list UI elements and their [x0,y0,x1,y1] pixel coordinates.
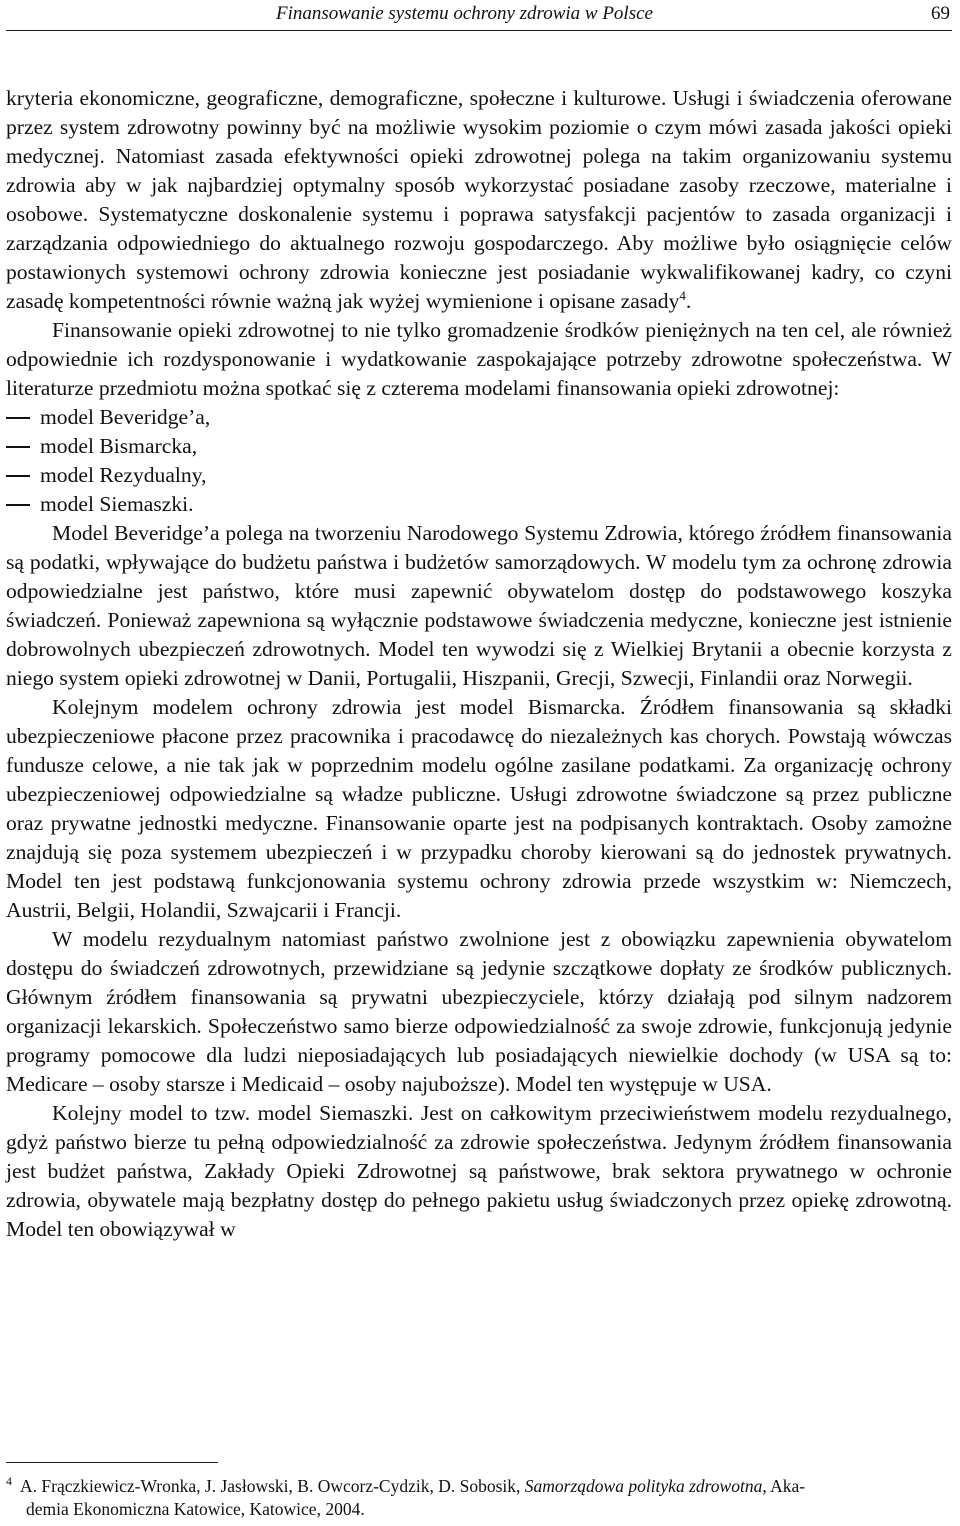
model-list [6,403,952,519]
paragraph-2: Finansowanie opieki zdrowotnej to nie tylko gromadzenie środków pieniężnych na ten cel, ale również odpowiednie ich rozdysponowanie i wydatkowanie zaspokajające potrzeby zdrowotne społeczeństwa. W literaturze przedmiotu można spotkać się z czterema modelami finansowania opieki zdrowotnej: [6,318,952,400]
list-item [6,461,952,490]
body-text [6,84,952,1244]
dash-bullet [6,417,30,419]
footnote [6,1475,952,1521]
list-item [6,490,952,519]
paragraph-1-end: . [685,289,692,313]
list-item-label: model Siemaszki. [40,492,194,516]
footnote-authors: A. Frączkiewicz-Wronka, J. Jasłowski, B. Owcorz-Cydzik, D. Sobosik, [20,1476,521,1496]
header-title: Finansowanie systemu ochrony zdrowia w Polsce [276,3,653,24]
list-item-label: model Bismarcka, [40,434,198,458]
footnote-line-1 [6,1475,952,1498]
paragraph-6: Kolejny model to tzw. model Siemaszki. Jest on całkowitym przeciwieństwem modelu rezydualnego, gdyż państwo bierze tu pełną odpowiedzialność za zdrowie społeczeństwa. Jedynym źródłem finansowania jest budżet państwa, Zakłady Opieki Zdrowotnej są państwowe, brak sektora prywatnego w ochronie zdrowia, obywatele mają bezpłatny dostęp do pełnego pakietu usług świadczonych przez opiekę zdrowotną. Model ten obowiązywał w [6,1101,952,1241]
footnote-number: 4 [6,1474,12,1488]
footnote-line-2: demia Ekonomiczna Katowice, Katowice, 2004. [26,1499,365,1519]
paragraph-3: Model Beveridge’a polega na tworzeniu Narodowego Systemu Zdrowia, którego źródłem finansowania są podatki, wpływające do budżetu państwa i budżetów samorządowych. W modelu tym za ochronę zdrowia odpowiedzialne jest państwo, które musi zapewnić obywatelom dostęp do podstawowego koszyka świadczeń. Ponieważ zapewniona są wyłącznie podstawowe świadczenia medyczne, konieczne jest istnienie dobrowolnych ubezpieczeń zdrowotnych. Model ten wywodzi się z Wielkiej Brytanii a obecnie korzysta z niego system opieki zdrowotnej w Danii, Portugalii, Hiszpanii, Grecji, Szwecji, Finlandii oraz Norwegii. [6,521,952,690]
footnote-reference: 4 [679,288,686,303]
dash-bullet [6,475,30,477]
paragraph-4: Kolejnym modelem ochrony zdrowia jest model Bismarcka. Źródłem finansowania są składki ubezpieczeniowe płacone przez pracownika i pracodawcę do niezależnych kas chorych. Powstają wówczas fundusze celowe, a nie tak jak w poprzednim modelu ogólne zasilane podatkami. Za organizację ochrony ubezpieczeniowej odpowiedzialne są władze publiczne. Usługi zdrowotne świadczone są przez publiczne oraz prywatne jednostki medyczne. Finansowanie oparte jest na podpisanych kontraktach. Osoby zamożne znajdują się poza systemem ubezpieczeń i w przypadku choroby kierowani są do jednostek prywatnych. Model ten jest podstawą funkcjonowania systemu ochrony zdrowia przede wszystkim w: Niemczech, Austrii, Belgii, Holandii, Szwajcarii i Francji. [6,695,952,922]
footnote-title: Samorządowa polityka zdrowotna [524,1476,763,1496]
running-header [6,0,952,31]
paragraph-1 [6,84,952,316]
paragraph-1-text: kryteria ekonomiczne, geograficzne, demograficzne, społeczne i kulturowe. Usługi i świadczenia oferowane przez system zdrowotny powinny być na możliwie wysokim poziomie o czym mówi zasada jakości opieki medycznej. Natomiast zasada efektywności opieki zdrowotnej polega na takim organizowaniu systemu zdrowia aby w jak najbardziej optymalny sposób wykorzystać posiadane zasoby rzeczowe, materialne i osobowe. Systematyczne doskonalenie systemu i poprawa satysfakcji pacjentów to zasada organizacji i zarządzania odpowiedniego do aktualnego rozwoju gospodarczego. Aby możliwe było osiągnięcie celów postawionych systemowi ochrony zdrowia konieczne jest posiadanie wykwalifikowanej kadry, co czyni zasadę kompetentności równie ważną jak wyżej wymienione i opisane zasady [6,86,952,313]
list-item [6,432,952,461]
paragraph-5: W modelu rezydualnym natomiast państwo zwolnione jest z obowiązku zapewnienia obywatelom dostępu do świadczeń zdrowotnych, przewidziane są jedynie szczątkowe dopłaty ze środków publicznych. Głównym źródłem finansowania są prywatni ubezpieczyciele, którzy działają pod silnym nadzorem organizacji lekarskich. Społeczeństwo samo bierze odpowiedzialność za swoje zdrowie, funkcjonują jedynie programy pomocowe dla ludzi nieposiadających lub posiadających niewielkie dochody (w USA są to: Medicare – osoby starsze i Medicaid – osoby najuboższe). Model ten występuje w USA. [6,927,952,1096]
dash-bullet [6,504,30,506]
page-number: 69 [931,3,950,24]
footnote-divider [6,1462,218,1463]
dash-bullet [6,446,30,448]
list-item-label: model Beveridge’a, [40,405,211,429]
footnote-publisher-1: , Aka- [762,1476,806,1496]
list-item [6,403,952,432]
list-item-label: model Rezydualny, [40,463,207,487]
